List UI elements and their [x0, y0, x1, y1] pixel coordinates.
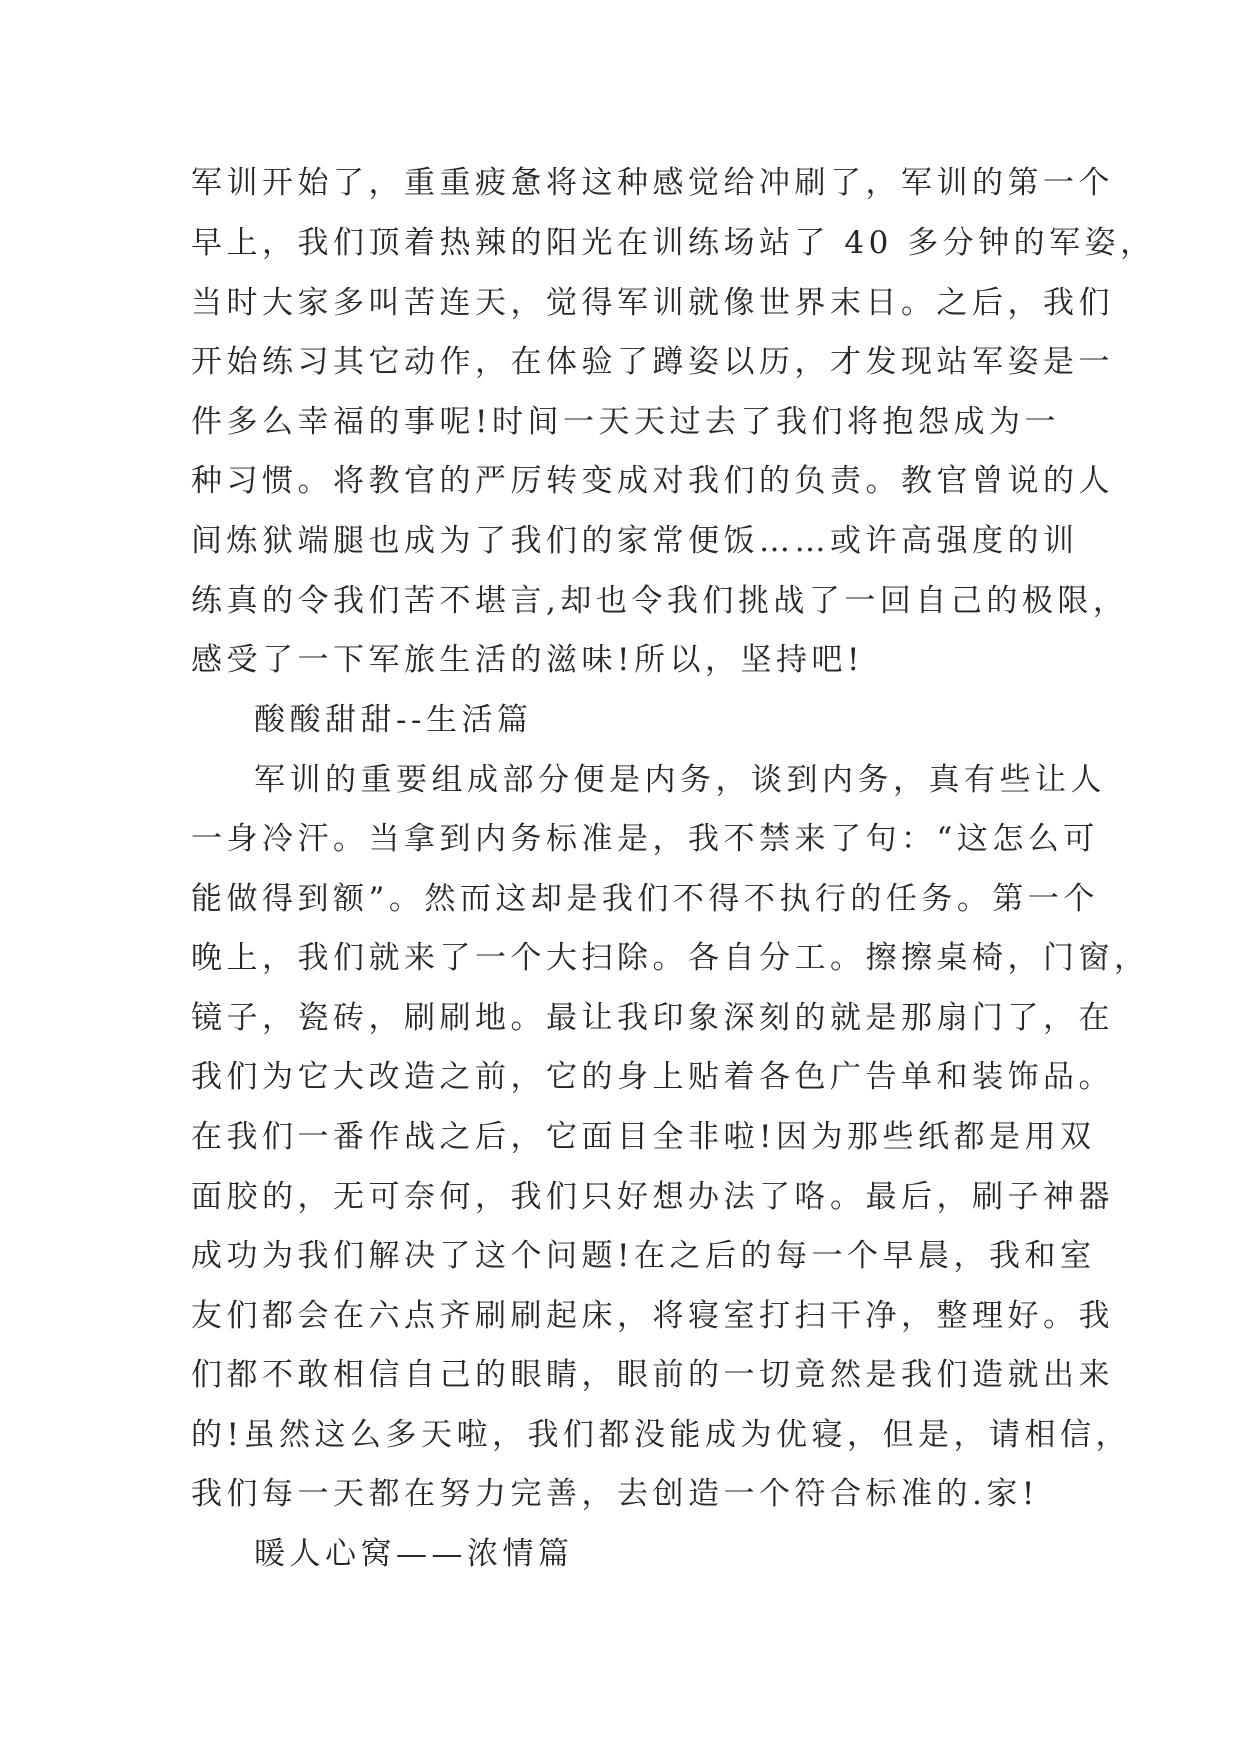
text-line: 我们每一天都在努力完善，去创造一个符合标准的.家! — [191, 1476, 1039, 1512]
section-heading-warmth: 暖人心窝——浓情篇 — [254, 1536, 574, 1572]
text-line: 在我们一番作战之后，它面目全非啦!因为那些纸都是用双 — [191, 1119, 1096, 1155]
text-line: 们都不敢相信自己的眼睛，眼前的一切竟然是我们造就出来 — [191, 1357, 1114, 1393]
text-line: 军训的重要组成部分便是内务，谈到内务，真有些让人 — [254, 762, 1106, 798]
text-line: 件多么幸福的事呢!时间一天天过去了我们将抱怨成为一 — [191, 404, 1060, 440]
text-line: 镜子，瓷砖，刷刷地。最让我印象深刻的就是那扇门了，在 — [191, 1000, 1114, 1036]
text-line: 感受了一下军旅生活的滋味!所以，坚持吧! — [191, 642, 864, 678]
text-line: 面胶的，无可奈何，我们只好想办法了咯。最后，刷子神器 — [191, 1179, 1114, 1215]
text-line: 开始练习其它动作，在体验了蹲姿以历，才发现站军姿是一 — [191, 344, 1114, 380]
text-line: 间炼狱端腿也成为了我们的家常便饭……或许高强度的训 — [191, 523, 1079, 559]
text-line: 友们都会在六点齐刷刷起床，将寝室打扫干净，整理好。我 — [191, 1298, 1114, 1334]
text-line: 成功为我们解决了这个问题!在之后的每一个早晨，我和室 — [191, 1238, 1096, 1274]
text-line: 种习惯。将教官的严厉转变成对我们的负责。教官曾说的人 — [191, 463, 1114, 499]
text-line: 一身冷汗。当拿到内务标准是，我不禁来了句：“这怎么可 — [191, 821, 1099, 857]
section-heading-life: 酸酸甜甜--生活篇 — [254, 702, 533, 738]
text-line: 能做得到额”。然而这却是我们不得不执行的任务。第一个 — [191, 881, 1099, 917]
text-line: 晚上，我们就来了一个大扫除。各自分工。擦擦桌椅，门窗， — [191, 940, 1150, 976]
text-line: 我们为它大改造之前，它的身上贴着各色广告单和装饰品。 — [191, 1059, 1114, 1095]
text-line: 当时大家多叫苦连天，觉得军训就像世界末日。之后，我们 — [191, 285, 1114, 321]
text-line: 军训开始了，重重疲惫将这种感觉给冲刷了，军训的第一个 — [191, 165, 1114, 201]
text-line: 早上，我们顶着热辣的阳光在训练场站了 40 多分钟的军姿， — [191, 225, 1156, 261]
text-line: 练真的令我们苦不堪言,却也令我们挑战了一回自己的极限， — [191, 583, 1129, 619]
text-line: 的!虽然这么多天啦，我们都没能成为优寝，但是，请相信， — [191, 1417, 1131, 1453]
